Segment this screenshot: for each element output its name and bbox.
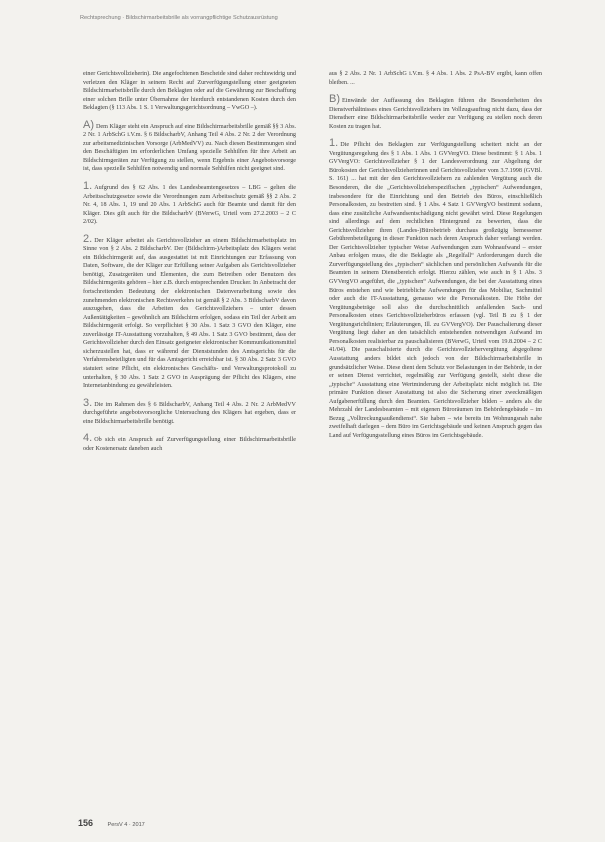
paragraph: einer Gerichtsvollzieherin). Die angefochtenen Bescheide sind daher rechtswidrig und verletzen den Kläger in seinem Recht auf Zurverfügungstellung einer geeigneten Bildschirmarbeitsbrille durch den Beklagten oder auf die Gewährung zur Beschaffung einer solchen Brille unter Übernahme der hierdurch entstandenen Kosten durch den Beklagten (§ 113 Abs. 1 S. 1 Verwaltungsgerichtsordnung – VwGO –). (83, 71, 296, 112)
paragraph-1: 1. Aufgrund des § 62 Abs. 1 des Landesbeamtengesetzes – LBG – gelten die Arbeitsschutzgesetze sowie die Verordnungen zum Arbeitsschutz gemäß §§ 2 Abs. 2 Nr. 4, 18 Abs. 1, 19 und 20 Abs. 1 ArbSchG auch für Beamte und damit für den Kläger. Dies gilt auch für die BildscharbV (BVerwG, Urteil vom 27.2.2003 – 2 C 2/02). (83, 180, 296, 226)
paragraph-2: 2. Der Kläger arbeitet als Gerichtsvollzieher an einem Bildschirmarbeitsplatz im Sinne von § 2 Abs. 2 BildscharbV. Der (Bildschirm-)Arbeitsplatz des Klägers weist ein Bildschirmgerät auf, das ausgestattet ist mit Einrichtungen zur Erfassung von Daten, Software, die der Kläger zur Erfüllung seiner Aufgaben als Gerichtsvollzieher benötigt, Zusatzgeräten und Elementen, die zum Betreiben oder Benutzen des Bildschirmgeräts gehören – hier z.B. durch entsprechenden Drucker. In Anbetracht der fortschreitenden Bedeutung der elektronischen Datenverarbeitung sowie des zunehmenden elektronischen Rechtsverkehrs ist gemäß § 2 Abs. 3 BildscharbV davon auszugehen, dass die Arbeiten des Gerichtsvollziehers – unter dessen Außentätigkeiten – gewöhnlich am Bildschirm erfolgen, sodass ein Teil der Arbeit am Bildschirmgerät erfolgt. So verpflichtet § 30 Abs. 1 Satz 3 GVO den Kläger, eine zuverlässige IT-Ausstattung vorzuhalten, § 49 Abs. 1 Satz 3 GVO bestimmt, dass der Gerichtsvollzieher durch den Einsatz geeigneter elektronischer Kommunikationsmittel sicherzustellen hat, dass er während der Dienststunden des Amtsgerichts für die Verfahrensbeteiligten und für das Amtsgericht erreichbar ist. § 30 Abs. 2 Satz 3 GVO statuiert seine Pflicht, ein elektronisches Geschäfts- und Verwaltungsprotokoll zu unterhalten, § 30 Abs. 1 Satz 2 GVO in Ausprägung der Pflicht des Klägers, eine Internetanbindung zu gewährleisten. (83, 232, 296, 390)
left-column (83, 70, 296, 461)
paragraph-4: 4. Ob sich ein Anspruch auf Zurverfügungstellung einer Bildschirmarbeitsbrille oder Kostenersatz daneben auch (83, 432, 296, 452)
paragraph-b: B) Einwände der Auffassung des Beklagten führen die Besonderheiten des Dienstverhältnisses eines Gerichtsvollziehers im Vollzugsauftrag nicht dazu, dass der Dienstherr eine Bildschirmarbeitsbrille weder zur Verfügung zu stellen noch deren Kosten zu tragen hat. (329, 93, 542, 130)
section-marker: B) (329, 93, 340, 106)
right-column (329, 70, 542, 448)
section-marker: 4. (83, 432, 93, 445)
paragraph-a: A) Dem Kläger steht ein Anspruch auf eine Bildschirmarbeitsbrille gemäß §§ 3 Abs. 2 Nr. 1 ArbSchG i.V.m. § 6 BildscharbV, Anhang Teil 4 Abs. 2 Nr. 2 der Verordnung zur arbeitsmedizinischen Vorsorge (ArbMedVV) zu. Nach diesen Bestimmungen sind den Beschäftigten im erforderlichen Umfang spezielle Sehhilfen für ihre Arbeit an Bildschirmgeräten zur Verfügung zu stellen, wenn Ergebnis einer Angebotsvorsorge ist, dass spezielle Sehhilfen notwendig und normale Sehhilfen nicht geeignet sind. (83, 118, 296, 173)
page-number: 156 (78, 818, 94, 828)
section-marker: 1. (83, 180, 93, 193)
journal-issue: PersV 4 · 2017 (107, 822, 145, 828)
section-marker: A) (83, 118, 94, 131)
running-head: Rechtsprechung · Bildschirmarbeitsbrille als vorrangpflichtige Schutzausrüstung (80, 15, 278, 21)
paragraph: aus § 2 Abs. 2 Nr. 1 ArbSchG i.V.m. § 4 Abs. 1 Abs. 2 PsA-BV ergibt, kann offen bleiben. ... (329, 71, 542, 86)
page-footer (78, 813, 145, 831)
section-marker: 1. (329, 137, 339, 150)
paragraph-3: 3. Die im Rahmen des § 6 BildscharbV, Anhang Teil 4 Abs. 2 Nr. 2 ArbMedVV durchgeführte angebotsvorsorgliche Untersuchung des Klägers hat ergeben, dass er eine Bildschirmarbeitsbrille benötigt. (83, 396, 296, 425)
paragraph-1: 1. Die Pflicht des Beklagten zur Verfügungstellung scheitert nicht an der Vergütungsregelung des § 1 Abs. 1 Abs. 1 GVVergVO. Diese bestimmt: § 1 Abs. 1 GVVergVO: Gerichtsvollzieher § 1 der Landesverordnung zur Abgeltung der Bürokosten der Gerichtsvollzieherinnen und Gerichtsvollzieher vom 3.7.1998 (GVBl. S. 161) ... hat mit der den Gerichtsvollziehern zu zahlenden Vergütung auch die Besonderen, die die „Gerichtsvollzieherspezifischen „typischen“ Aufwendungen, insbesondere für die Einrichtung und den Betrieb des Büros, einschließlich Personalkosten, zu bestreiten sind. § 1 Abs. 4 Satz 1 GVVergVO bestimmt sodann, dass eine zusätzliche Aufwandsentschädigung nicht gewährt wird. Diese Regelungen sind allerdings auf dem rechtlichen Hintergrund zu bewerten, dass die Gerichtsvollzieher ihren (Landes-)Bürobetrieb durchaus großzügig bemessener Gebührenbeteiligung in dieser Funktion nach deren Anspruch daher verlangt werden. Der Gerichtsvollzieher typischer Weise Aufwendungen zum Wohnaufwand – erster Anbau erfolgen muss, die die Beklagte als „Regelfall“ Anforderungen durch die Zurverfügungstellung des „typischen“ sächlichen und persönlichen Aufwands für die Beamten in seinem Dienstbereich erfolgt. Hierzu zählen, wie auch in § 1 Abs. 3 GVVergVO angeführt, die „typischen“ Aufwendungen, die bei der Ausstattung eines Büros entstehen und wie betriebliche Aufwendungen für das Mobiliar, Sachmittel oder auch die IT-Ausstattung, genauso wie die Personalkosten. Die Höhe der Vergütungsbeträge soll also die durchschnittlich anfallenden Sach- und Personalkosten eines Gerichtsvollzieherbüros erfassen (vgl. Teil B zu § 1 der Vergütungsrichtlinien; Erläuterungen, Ill. zu GVVergVO). Der Pauschalierung dieser Vergütung liegt daher an den tatsächlich entstehenden notwendigen Aufwand im Personalkosten realisierbar zu pauschalisieren (BVerwG, Urteil vom 19.8.2004 – 2 C 41/04). Die pauschalisierte durch die Gerichtsvollziehervergütung abgegoltene Ausstattung anders bildet sich jedoch von der Bildschirmarbeitsbrille in grundsätzlicher Weise. Diese dient dem Schutz vor Belastungen in der Behörde, in der er seinen Dienst verrichtet, regelmäßig zur Verfügung gestellt, sieht diese die „typische“ Ausstattung eine Wertminderung der Arbeitsplatz nicht möglich ist. Die primäre Funktion dieser Ausstattung ist also die Sicherung einer zweckmäßigen Aufgabenerfüllung durch den Beamten. Gerichtsvollzieher bilden – anders als die Mehrzahl der Landesbeamten – mit eigenen Büroräumen im Behördengebäude – im Bezug „Volltreckungsaußendienst“. Sie haben – wie bereits im Wohnungsnah nahe zweifelhaft darlegen – dem Büro im Gerichtsgebäude und keinen Anspruch gegen das Land auf Verfügungsstellung eines Büros im Gerichtsgebäude. (329, 137, 542, 439)
section-marker: 2. (83, 232, 93, 245)
section-marker: 3. (83, 396, 93, 409)
